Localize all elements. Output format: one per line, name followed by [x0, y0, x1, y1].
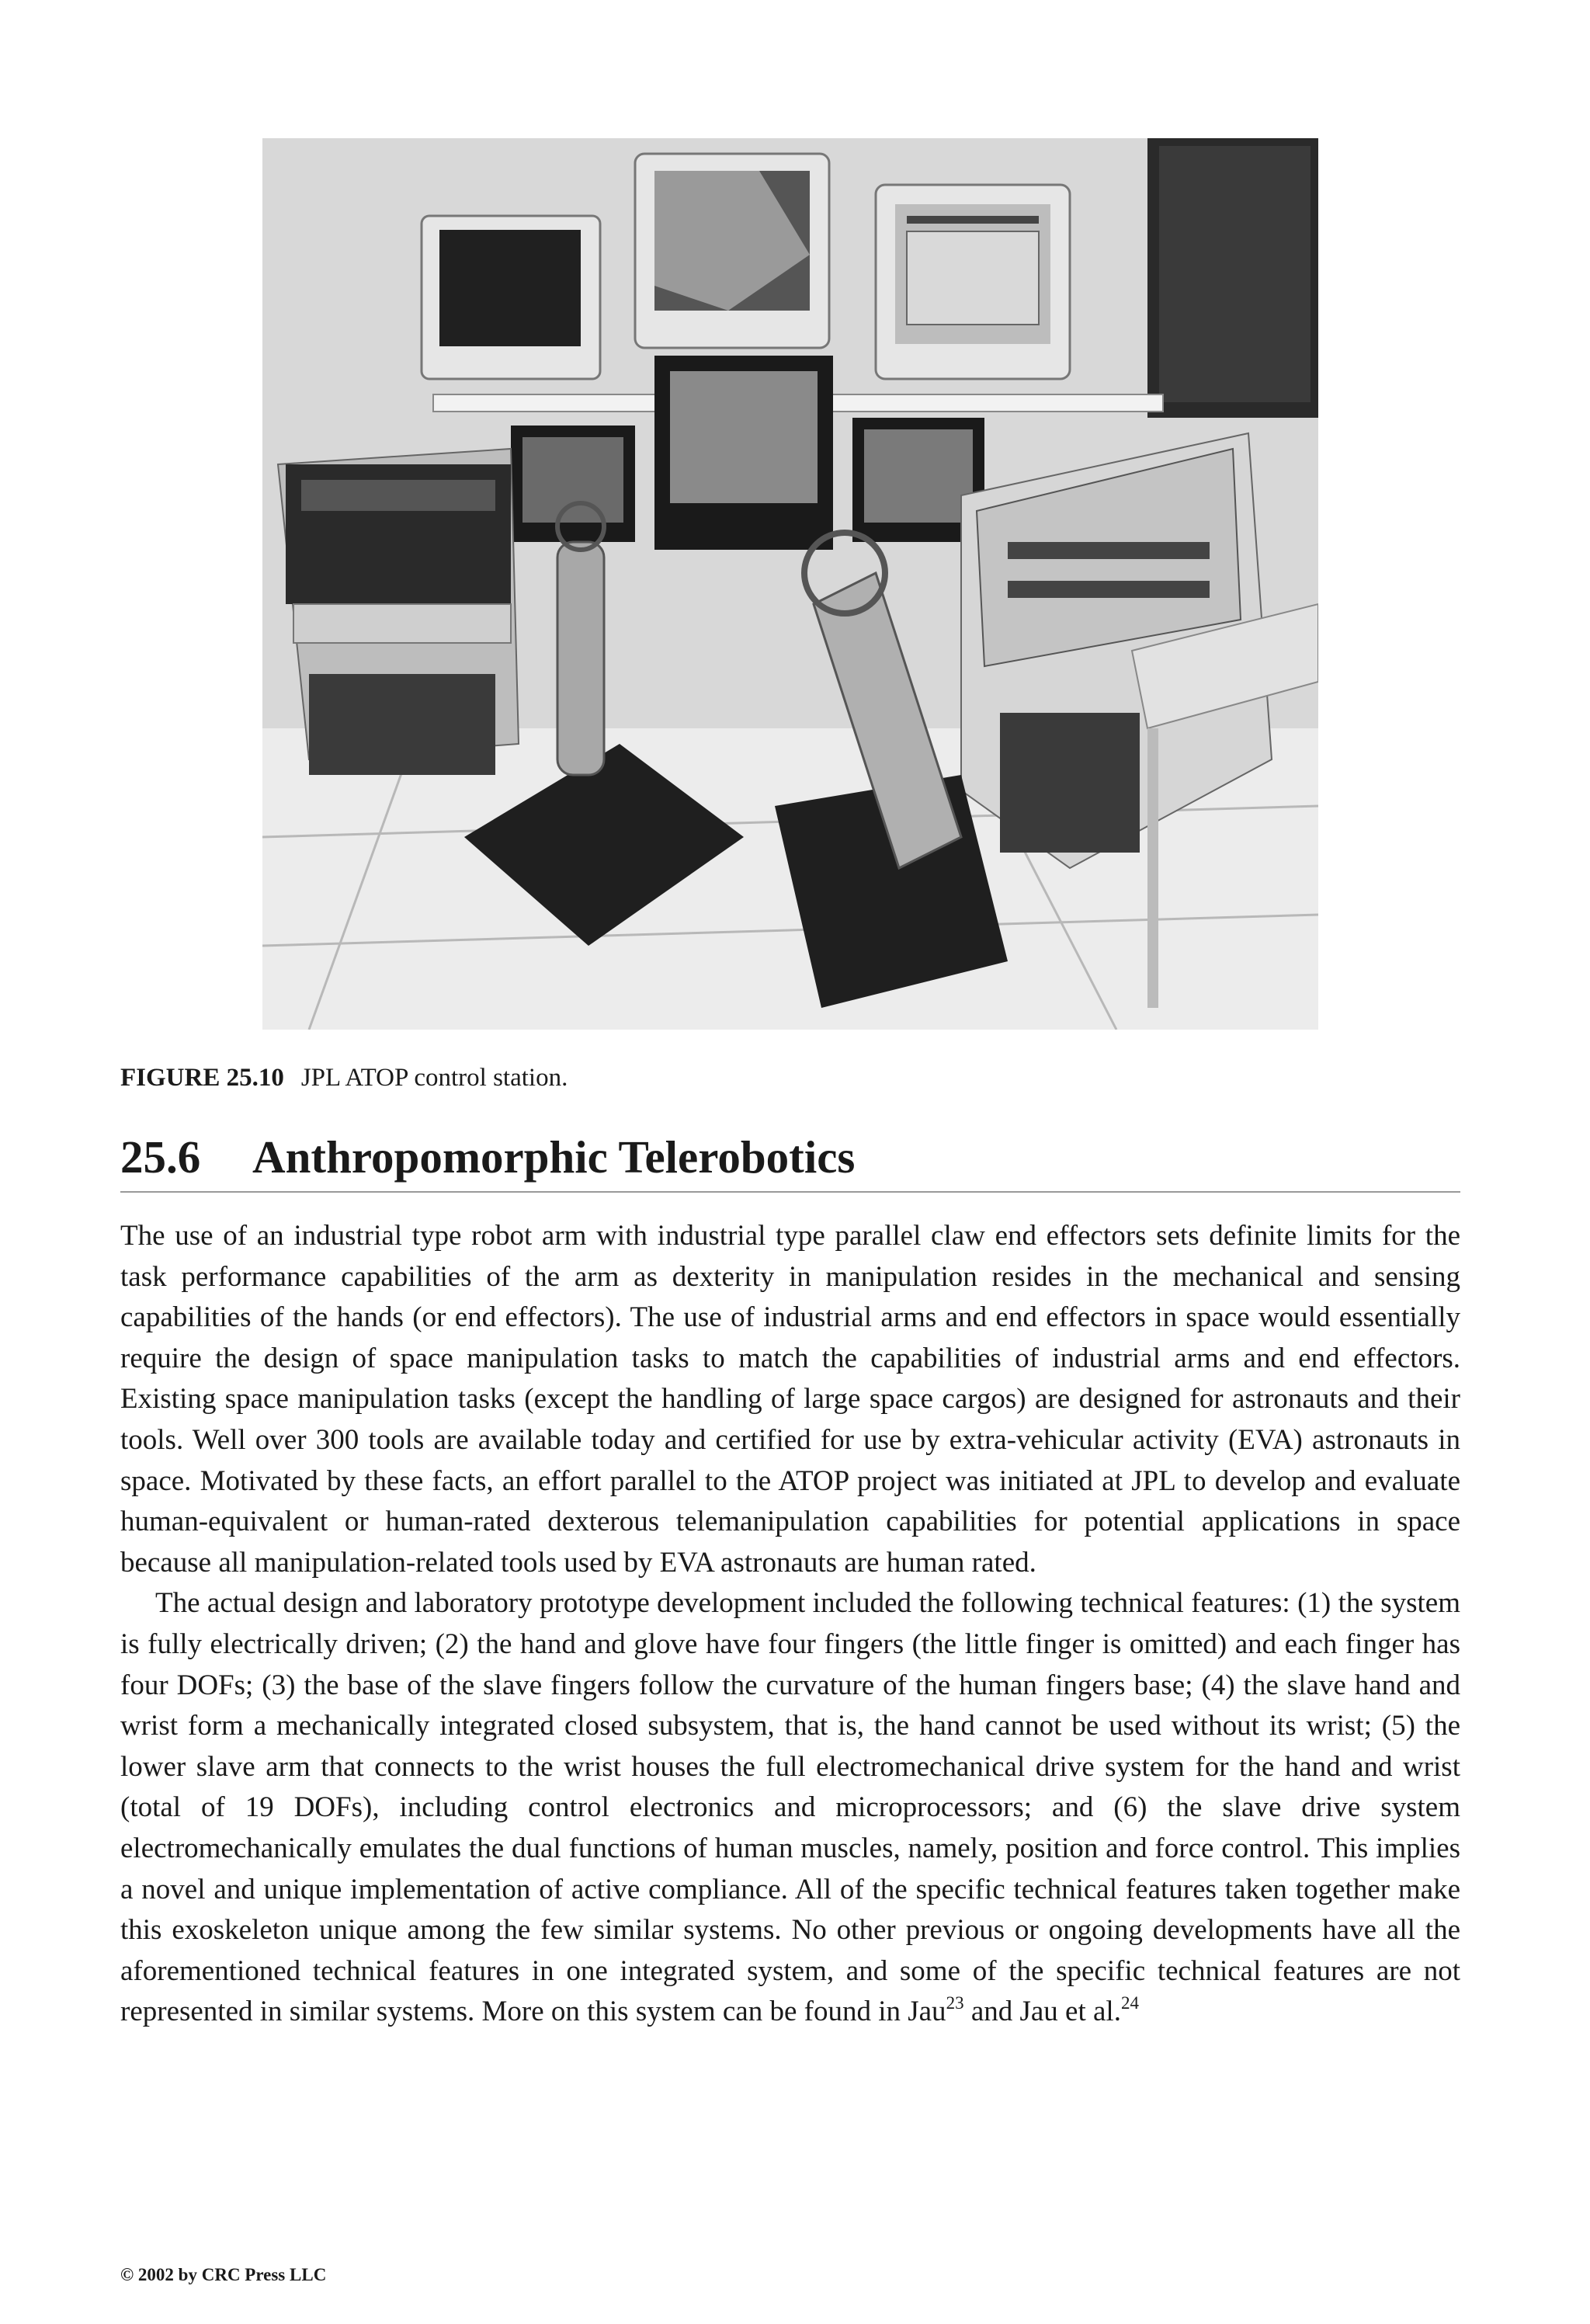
figure-caption	[120, 1061, 568, 1095]
paragraph-2	[120, 1583, 1460, 2033]
section-number: 25.6	[120, 1131, 201, 1183]
figure-caption-text: JPL ATOP control station.	[300, 1064, 568, 1092]
figure-label: FIGURE 25.10	[120, 1064, 284, 1092]
reference-24: 24	[1120, 1993, 1139, 2013]
section-title: Anthropomorphic Telerobotics	[252, 1131, 856, 1183]
body-text	[120, 1216, 1460, 2033]
paragraph-1: The use of an industrial type robot arm with industrial type parallel claw end effectors sets definite limits for the task performance capabilities of the arm as dexterity in manipulation resides in the mechanical and sensing capabilities of the hands (or end effectors). The use of industrial arms and end effectors in space would essentially require the design of space manipulation tasks to match the capabilities of industrial arms and end effectors. Existing space manipulation tasks (except the handling of large space cargos) are designed for astronauts and their tools. Well over 300 tools are available today and certified for use by extra-vehicular activity (EVA) astronauts in space. Motivated by these facts, an effort parallel to the ATOP project was initiated at JPL to develop and evaluate human-equivalent or human-rated dexterous telemanipulation capabilities for potential applications in space because all manipulation-related tools used by EVA astronauts are human rated.	[120, 1220, 1460, 1579]
reference-23: 23	[946, 1993, 964, 2013]
figure-photo	[262, 138, 1318, 1030]
heading-rule	[120, 1191, 1460, 1193]
paragraph-2-text: The actual design and laboratory prototype development included the following technical features: (1) the system is fully electrically driven; (2) the hand and glove have four fingers (the little finger is omitted) and each finger has four DOFs; (3) the base of the slave fingers follow the curvature of the human fingers base; (4) the slave hand and wrist form a mechanically integrated closed subsystem, that is, the hand cannot be used without its wrist; (5) the lower slave arm that connects to the wrist houses the full electromechanical drive system for the hand and wrist (total of 19 DOFs), including control electronics and microprocessors; and (6) the slave drive system electromechanically emulates the dual functions of human muscles, namely, position and force control. This implies a novel and unique implementation of active compliance. All of the specific technical features taken together make this exoskeleton unique among the few similar systems. No other previous or ongoing developments have all the aforementioned technical features in one integrated system, and some of the specific technical features are not represented in similar systems. More on this system can be found in Jau	[120, 1587, 1460, 2028]
section-heading	[120, 1127, 1460, 1186]
copyright-footer: © 2002 by CRC Press LLC	[120, 2265, 327, 2284]
paragraph-2-tail: and Jau et al.	[963, 1996, 1121, 2028]
